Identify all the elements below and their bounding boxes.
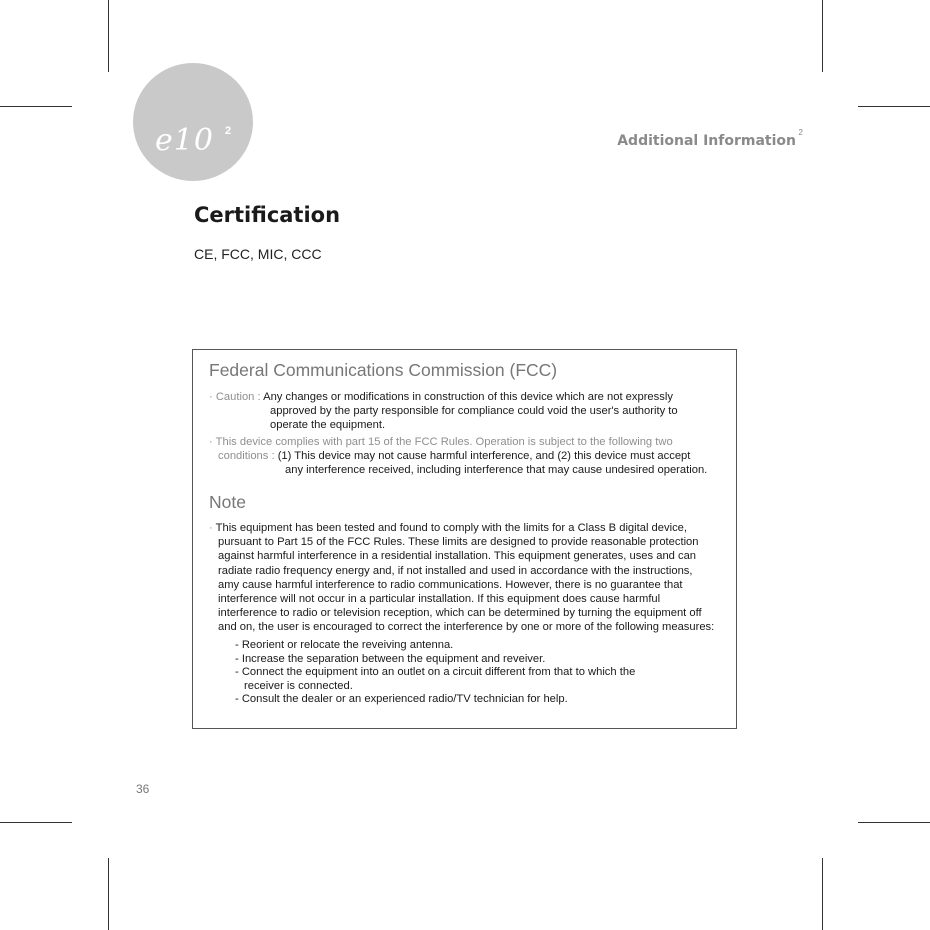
page-title: Certification bbox=[194, 203, 341, 227]
crop-mark bbox=[822, 858, 823, 930]
brand-logo bbox=[133, 63, 253, 181]
bullet: · bbox=[209, 522, 216, 534]
note-line: amy cause harmful interference to radio communications. However, there is no guarantee that bbox=[218, 578, 683, 591]
crop-mark bbox=[108, 858, 109, 930]
measure-item-continuation: receiver is connected. bbox=[244, 679, 353, 692]
measures-list bbox=[235, 639, 635, 707]
section-mark: 2 bbox=[798, 128, 803, 137]
note-line: interference to radio or television reception, which can be determined by turning the equipment off bbox=[218, 607, 702, 620]
crop-mark bbox=[108, 0, 109, 72]
crop-mark bbox=[0, 822, 72, 823]
note-line: and on, the user is encouraged to correct the interference by one or more of the following measures: bbox=[218, 621, 715, 634]
logo-superscript: 2 bbox=[225, 125, 232, 137]
crop-mark bbox=[822, 0, 823, 72]
measure-item: - Reorient or relocate the reveiving antenna. bbox=[235, 639, 454, 651]
note-line: interference will not occur in a particular installation. If this equipment does cause harmful bbox=[218, 593, 661, 606]
note-line: This equipment has been tested and found to comply with the limits for a Class B digital device, bbox=[215, 522, 688, 534]
fcc-heading: Federal Communications Commission (FCC) bbox=[209, 360, 558, 380]
conditions-text-line: (1) This device may not cause harmful interference, and (2) this device must accept bbox=[277, 450, 691, 463]
crop-mark bbox=[858, 822, 930, 823]
caution-text-line: operate the equipment. bbox=[270, 419, 386, 432]
conditions-text-line: any interference received, including interference that may cause undesired operation. bbox=[285, 464, 708, 477]
measure-item: - Increase the separation between the equipment and reveiver. bbox=[235, 652, 546, 665]
page-number: 36 bbox=[136, 782, 150, 796]
crop-mark bbox=[0, 106, 72, 107]
note-paragraph bbox=[209, 521, 733, 635]
conditions-label: conditions : bbox=[218, 450, 275, 463]
measure-item: - Consult the dealer or an experienced radio/TV technician for help. bbox=[235, 693, 568, 706]
crop-mark bbox=[858, 106, 930, 107]
note-line: against harmful interference in a residential installation. This equipment generates, uses and can bbox=[218, 550, 697, 563]
certification-list: CE, FCC, MIC, CCC bbox=[194, 246, 322, 262]
caution-text-line: Any changes or modifications in construction of this device which are not expressly bbox=[263, 391, 673, 403]
note-heading: Note bbox=[209, 492, 246, 512]
caution-label: Caution : bbox=[215, 391, 261, 403]
compliance-paragraph bbox=[209, 435, 733, 478]
section-header: Additional Information bbox=[617, 133, 796, 149]
compliance-text: This device complies with part 15 of the FCC Rules. Operation is subject to the following two bbox=[215, 436, 673, 448]
note-line: pursuant to Part 15 of the FCC Rules. These limits are designed to provide reasonable protection bbox=[218, 536, 699, 549]
bullet: · bbox=[209, 436, 216, 448]
caution-text-line: approved by the party responsible for compliance could void the user's authority to bbox=[270, 405, 678, 418]
caution-paragraph bbox=[209, 390, 729, 433]
logo-text: e10 bbox=[155, 123, 214, 158]
fcc-notice-box bbox=[192, 349, 737, 729]
bullet: · bbox=[209, 391, 216, 403]
measure-item: - Connect the equipment into an outlet on a circuit different from that to which the bbox=[235, 666, 636, 679]
note-line: radiate radio frequency energy and, if not installed and used in accordance with the instructions, bbox=[218, 564, 693, 577]
